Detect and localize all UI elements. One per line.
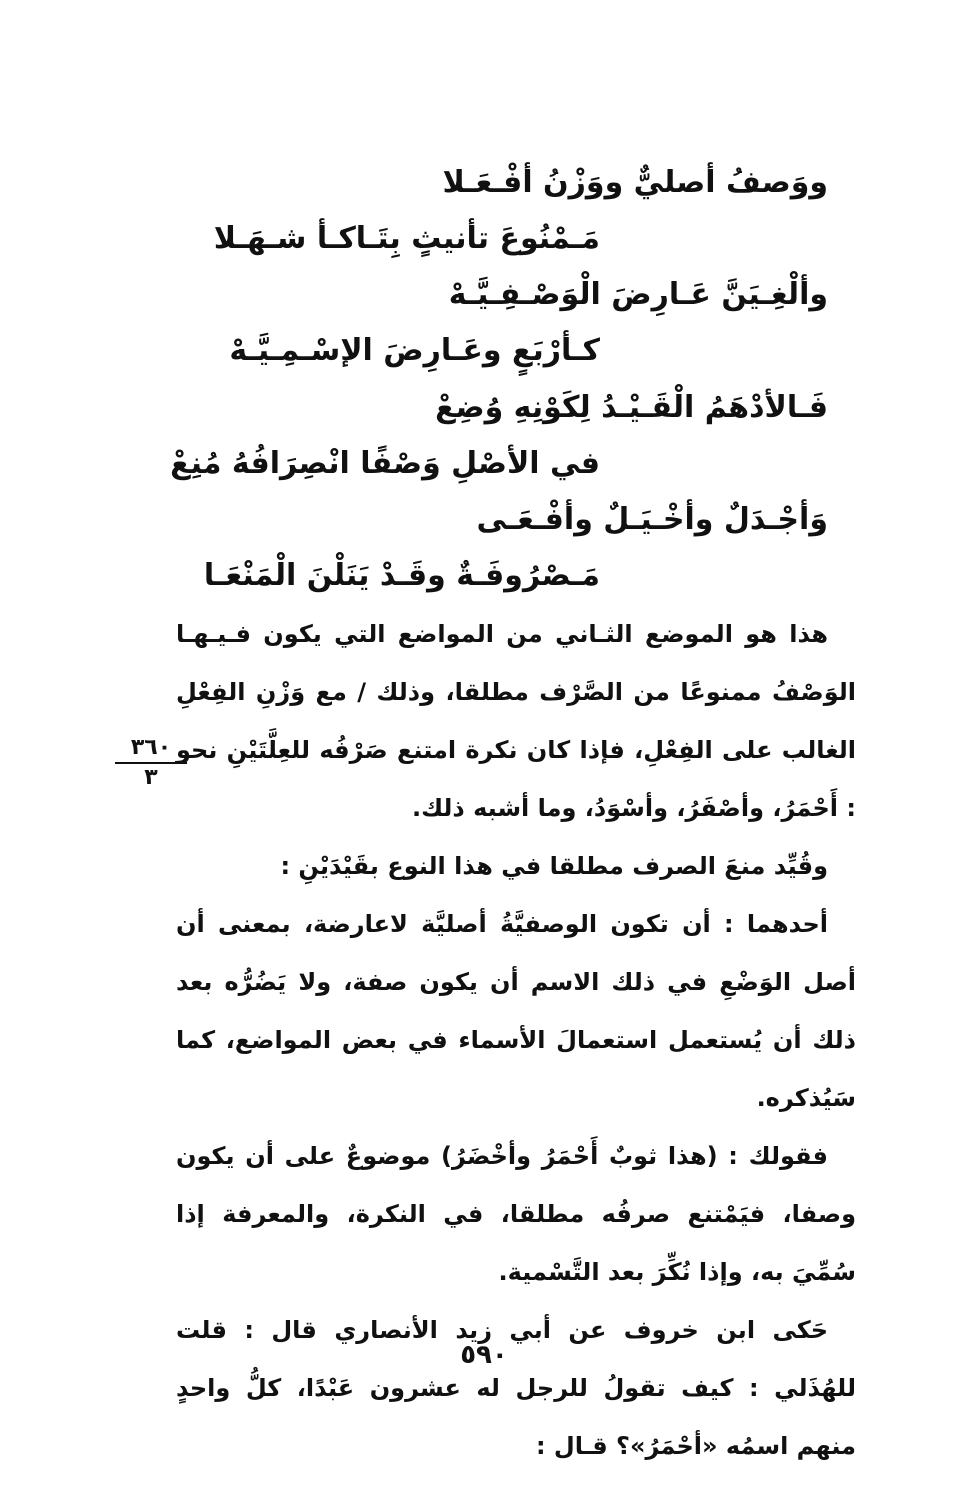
verse-line-3: وألْغِـيَنَّ عَـارِضَ الْوَصْـفِـيَّـهْ [448, 277, 828, 312]
paragraph-2: وقُيِّد منعَ الصرف مطلقا في هذا النوع بقَيْدَيْنِ : [280, 852, 828, 880]
paragraph-3: أحدهما : أن تكون الوصفيَّةُ أصليَّة لاعارضة، بمعنى أن أصل الوَضْعِ في ذلك الاسم أن يكون صفة، ولا يَضُرُّه بعد ذلك أن يُستعمل استعمالَ الأسماء في بعض المواضع، كما سَيُذكره. [176, 910, 856, 1112]
paragraph-5: حَكى ابن خروف عن أبي زيد الأنصاري قال : قلت للهُذَلي : كيف تقولُ للرجل له عشرون عَبْدًا، كلُّ واحدٍ منهم اسمُه «أحْمَرُ»؟ قـال : [176, 1316, 856, 1460]
verse-line-4: كـأرْبَعٍ وعَـارِضَ الإسْـمِـيَّـهْ [229, 333, 600, 368]
margin-reference-top: ٣٦٠ [130, 735, 172, 760]
verse-line-2: مَـمْنُوعَ تأنيثٍ بِتَـاكـأ شـهَـلا [213, 221, 600, 256]
page-number: ٥٩٠ [460, 1340, 508, 1370]
margin-reference-bottom: ٣ [144, 765, 158, 790]
paragraph-1: هذا هو الموضع الثـاني من المواضع التي يكون فـيـهـا الوَصْفُ ممنوعًا من الصَّرْف مطلقا، وذلك / مع وَزْنِ الفِعْلِ الغالب على الفِعْلِ، فإذا كان نكرة امتنع صَرْفُه للعِلَّتَيْنِ نحو : أَحْمَرُ، وأصْفَرُ، وأسْوَدُ، وما أشبه ذلك. [176, 620, 856, 822]
verse-line-1: ووَصفُ أصليٌّ ووَزْنُ أفْـعَـلا [442, 165, 828, 200]
paragraph-4: فقولك : (هذا ثوبٌ أَحْمَرُ وأخْضَرُ) موضوعٌ على أن يكون وصفا، فيَمْتنع صرفُه مطلقا، في النكرة، والمعرفة إذا سُمِّيَ به، وإذا نُكِّرَ بعد التَّسْمية. [176, 1142, 856, 1286]
verse-line-7: وَأجْـدَلٌ وأخْـيَـلٌ وأفْـعَـى [476, 502, 828, 537]
verse-line-5: فَـالأدْهَمُ الْقَـيْـدُ لِكَوْنِهِ وُضِعْ [435, 390, 828, 425]
verse-line-6: في الأصْلِ وَصْفًا انْصِرَافُهُ مُنِعْ [170, 446, 600, 481]
verse-line-8: مَـصْرُوفَـةٌ وقَـدْ يَنَلْنَ الْمَنْعَـا [203, 558, 600, 593]
